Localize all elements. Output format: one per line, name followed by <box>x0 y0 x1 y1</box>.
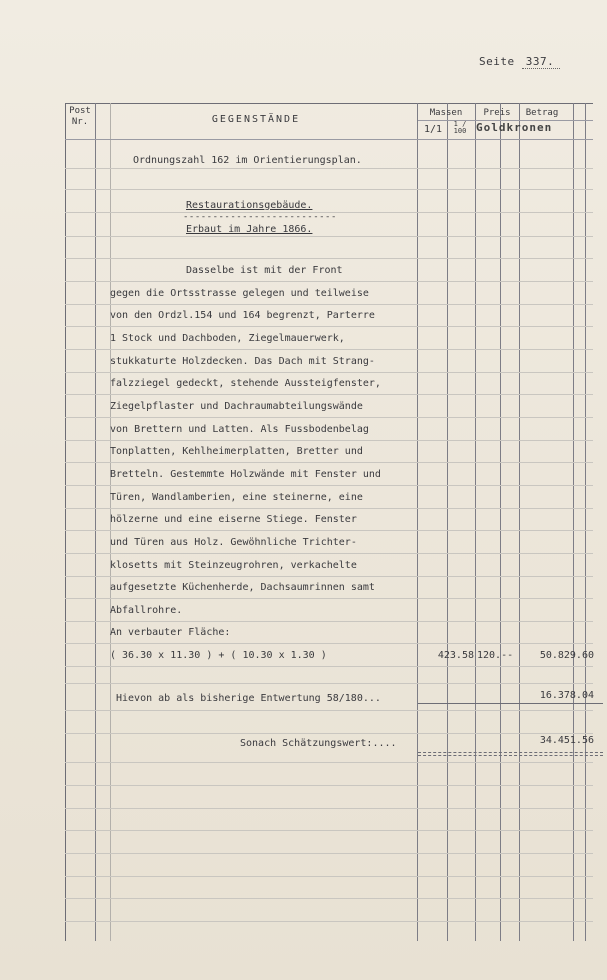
ruled-line <box>65 189 593 190</box>
area-amount-value: 50.829.60 <box>539 650 594 661</box>
column-rule-post <box>95 103 96 941</box>
ruled-line <box>65 643 593 644</box>
rule-below-depreciation <box>418 703 603 704</box>
header-currency-unit: Goldkronen <box>476 121 553 134</box>
ruled-line <box>65 785 593 786</box>
description-line: klosetts mit Steinzeugrohren, verkachelte <box>110 560 357 571</box>
area-label: An verbauter Fläche: <box>110 627 231 638</box>
header-massen-hundredth: 1 / 100 <box>453 120 467 135</box>
area-formula: ( 36.30 x 11.30 ) + ( 10.30 x 1.30 ) <box>110 650 327 661</box>
ruled-line <box>65 462 593 463</box>
page-number <box>479 55 560 69</box>
ruled-line <box>65 281 593 282</box>
description-line: von Brettern und Latten. Als Fussbodenbelag <box>110 424 369 435</box>
ruled-line <box>65 762 593 763</box>
ruled-line <box>65 576 593 577</box>
column-rule-text <box>417 103 418 941</box>
ruled-line <box>65 921 593 922</box>
depreciation-label: Hievon ab als bisherige Entwertung 58/180... <box>116 693 381 704</box>
ruled-line <box>65 485 593 486</box>
description-line: Abfallrohre. <box>110 605 183 616</box>
double-rule-total-1 <box>418 752 603 754</box>
description-line: Dasselbe ist mit der Front <box>186 265 343 276</box>
ruled-line <box>65 258 593 259</box>
ruled-line <box>65 598 593 599</box>
column-rule-betrag <box>585 103 586 941</box>
ruled-line <box>65 876 593 877</box>
description-line: gegen die Ortsstrasse gelegen und teilweise <box>110 288 369 299</box>
description-line: hölzerne und eine eiserne Stiege. Fenster <box>110 514 357 525</box>
ruled-line <box>65 621 593 622</box>
description-line: Tonplatten, Kehlheimerplatten, Bretter und <box>110 446 363 457</box>
ruled-line <box>65 236 593 237</box>
ruled-line <box>65 326 593 327</box>
depreciation-amount: 16.378.04 <box>539 690 594 701</box>
table-top-border <box>65 103 593 104</box>
ruled-line <box>65 710 593 711</box>
description-line: Türen, Wandlamberien, eine steinerne, eine <box>110 492 363 503</box>
ruled-line <box>65 666 593 667</box>
description-line: Ziegelpflaster und Dachraumabteilungswände <box>110 401 363 412</box>
description-line: stukkaturte Holzdecken. Das Dach mit Strang- <box>110 356 375 367</box>
page-number-value: 337. <box>522 55 561 69</box>
header-bottom-border <box>65 139 593 140</box>
description-line: und Türen aus Holz. Gewöhnliche Trichter- <box>110 537 357 548</box>
estimate-amount: 34.451.56 <box>539 735 594 746</box>
header-massen-full: 1/1 <box>423 124 443 135</box>
description-line: falzziegel gedeckt, stehende Aussteigfenster, <box>110 378 381 389</box>
ruled-line <box>65 168 593 169</box>
ruled-line <box>65 830 593 831</box>
line-built-year: Erbaut im Jahre 1866. <box>186 224 313 235</box>
ruled-line <box>65 304 593 305</box>
header-betrag: Betrag <box>525 108 559 118</box>
double-rule-total-2 <box>418 755 603 757</box>
header-preis: Preis <box>483 108 511 118</box>
title-dash-underline: -------------------------- <box>183 212 337 222</box>
ruled-line <box>65 349 593 350</box>
description-line: von den Ordzl.154 und 164 begrenzt, Parterre <box>110 310 375 321</box>
ruled-line <box>65 440 593 441</box>
description-line: aufgesetzte Küchenherde, Dachsaumrinnen samt <box>110 582 375 593</box>
description-line: 1 Stock und Dachboden, Ziegelmauerwerk, <box>110 333 345 344</box>
estimate-label: Sonach Schätzungswert:.... <box>240 738 397 749</box>
column-rule-betrag-inner <box>573 103 574 941</box>
ruled-line <box>65 417 593 418</box>
ruled-line <box>65 530 593 531</box>
header-massen: Massen <box>429 108 463 118</box>
ruled-line <box>65 553 593 554</box>
table-left-border <box>65 103 66 941</box>
ruled-line <box>65 394 593 395</box>
ruled-line <box>65 853 593 854</box>
ruled-line <box>65 733 593 734</box>
area-price-value: 120.-- <box>477 650 514 661</box>
description-line: Bretteln. Gestemmte Holzwände mit Fenster und <box>110 469 381 480</box>
ruled-line <box>65 683 593 684</box>
header-gegenstaende: GEGENSTÄNDE <box>211 114 301 125</box>
ruled-line <box>65 372 593 373</box>
page-number-label: Seite <box>479 55 515 68</box>
column-rule-massen <box>475 103 476 941</box>
ruled-line <box>65 898 593 899</box>
column-rule-preis <box>519 103 520 941</box>
line-building-title: Restaurationsgebäude. <box>186 200 313 211</box>
ruled-line <box>65 508 593 509</box>
area-mass-value: 423.58 <box>437 650 474 661</box>
column-rule-massen-full <box>447 103 448 941</box>
ruled-line <box>65 808 593 809</box>
header-post-nr: Post Nr. <box>69 106 91 127</box>
column-rule-preis-inner <box>500 103 501 941</box>
line-ordnungszahl: Ordnungszahl 162 im Orientierungsplan. <box>133 155 362 166</box>
